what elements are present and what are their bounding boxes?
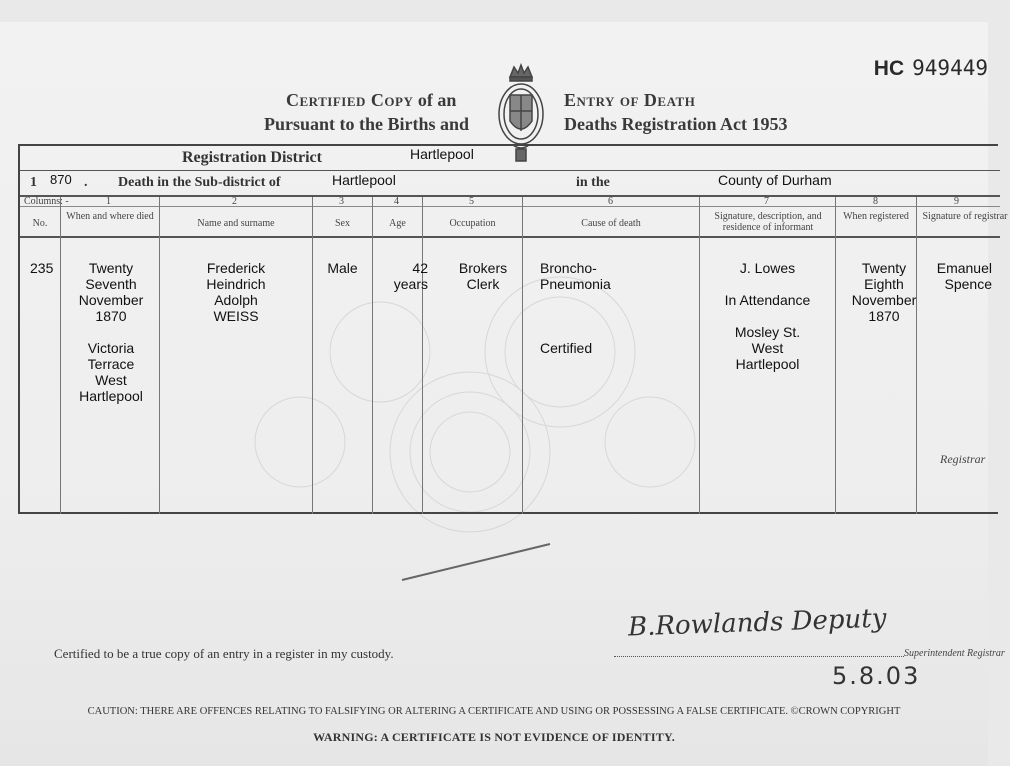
entry-occupation: Brokers Clerk — [458, 260, 508, 292]
entry-when-where: Twenty Seventh November 1870 Victoria Terrace West Hartlepool — [78, 260, 144, 404]
col-number-8: 8 — [873, 196, 878, 207]
year-value: 870 — [50, 172, 72, 187]
col-header-name: Name and surname — [197, 218, 275, 229]
entry-sex: Male — [327, 260, 358, 276]
title-right-line2: Deaths Registration Act 1953 — [564, 114, 788, 134]
county-value: County of Durham — [718, 172, 832, 188]
col-number-1: 1 — [106, 196, 111, 207]
col-header-sex: Sex — [335, 218, 350, 229]
title-entry-of-death: Entry of Death — [564, 90, 696, 110]
col-header-cause: Cause of death — [581, 218, 641, 229]
col-number-2: 2 — [232, 196, 237, 207]
register-table — [18, 144, 1008, 514]
county-label: in the — [576, 175, 610, 190]
col-header-age: Age — [389, 218, 406, 229]
serial-number — [874, 56, 988, 81]
subdistrict-label: Death in the Sub-district of — [118, 175, 281, 190]
entry-informant: J. Lowes In Attendance Mosley St. West Hartlepool — [724, 260, 811, 372]
title-left-line1 — [286, 88, 456, 112]
signature-line — [614, 656, 904, 657]
serial-digits: 949449 — [912, 56, 988, 80]
col-number-9: 9 — [954, 196, 959, 207]
registration-district-label: Registration District — [182, 149, 322, 166]
certificate-paper — [0, 22, 1008, 766]
entry-name: Frederick Heindrich Adolph WEISS — [206, 260, 266, 324]
superintendent-label: Superintendent Registrar — [904, 648, 1005, 659]
subdistrict-value: Hartlepool — [332, 172, 396, 188]
col-header-no: No. — [32, 218, 48, 229]
title-right-line1 — [564, 88, 695, 112]
col-number-6: 6 — [608, 196, 613, 207]
year-prefix: 1 — [30, 175, 37, 190]
col-header-occupation: Occupation — [449, 218, 496, 229]
col-number-7: 7 — [764, 196, 769, 207]
col-header-registrar: Signature of registrar — [922, 211, 1008, 222]
title-certified-copy: Certified Copy — [286, 90, 414, 110]
cancellation-stroke — [398, 540, 554, 584]
col-number-4: 4 — [394, 196, 399, 207]
serial-prefix: HC — [873, 57, 905, 80]
caution-text: CAUTION: THERE ARE OFFENCES RELATING TO FALSIFYING OR ALTERING A CERTIFICATE AND USING OR POSSESSING A FALSE CERTIFICATE. ©CROWN COPYRIGHT — [87, 706, 901, 717]
registration-district-value: Hartlepool — [410, 146, 474, 162]
entry-no: 235 — [30, 260, 54, 276]
entry-registered: Twenty Eighth November 1870 — [851, 260, 917, 324]
entry-age: 42 years — [393, 260, 428, 292]
certified-text: Certified to be a true copy of an entry in a register in my custody. — [54, 646, 394, 661]
col-header-when-where: When and where died — [66, 211, 154, 222]
columns-label: Columns: - — [24, 196, 69, 207]
signature: B.Rowlands Deputy — [627, 603, 887, 643]
title-left-line2: Pursuant to the Births and — [264, 114, 470, 134]
col-header-registered: When registered — [843, 211, 909, 222]
title-of-an: of an — [417, 90, 457, 110]
col-number-5: 5 — [469, 196, 474, 207]
col-header-informant: Signature, description, and residence of informant — [714, 211, 822, 233]
warning-text: WARNING: A CERTIFICATE IS NOT EVIDENCE OF IDENTITY. — [313, 730, 675, 744]
entry-registrar: Emanuel Spence — [936, 260, 992, 292]
registrar-title: Registrar — [940, 452, 986, 466]
entry-cause: Broncho- Pneumonia Certified — [540, 260, 611, 356]
col-number-3: 3 — [339, 196, 344, 207]
year-dot: . — [84, 175, 88, 190]
certified-date: 5.8.03 — [832, 662, 921, 690]
